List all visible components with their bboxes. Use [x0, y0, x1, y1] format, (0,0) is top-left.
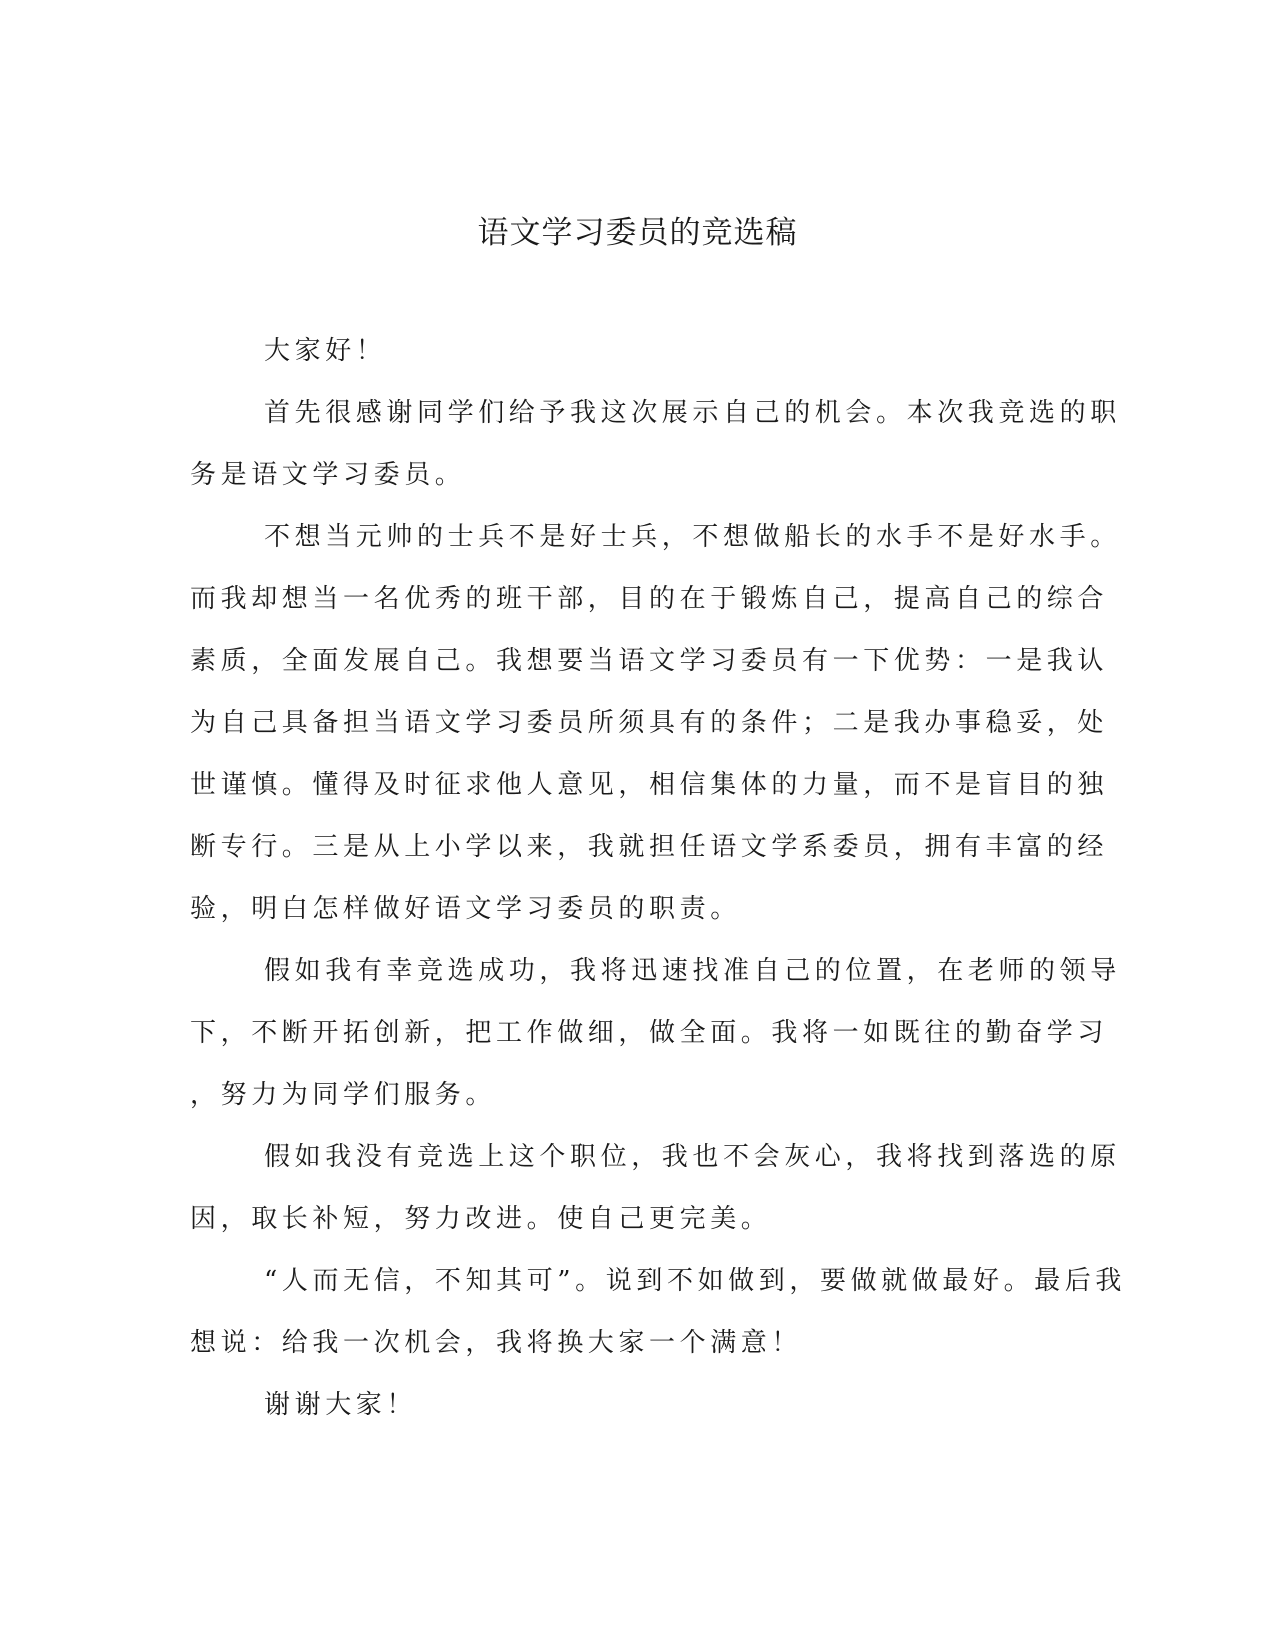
- text-line: 想说：给我一次机会，我将换大家一个满意！: [190, 1328, 803, 1358]
- paragraph-thanks: [190, 1374, 1080, 1436]
- text-line: ，努力为同学们服务。: [190, 1080, 497, 1110]
- text-line: “人而无信，不知其可”。说到不如做到，要做就做最好。最后我: [264, 1266, 1126, 1296]
- text-line: 首先很感谢同学们给予我这次展示自己的机会。本次我竞选的职: [264, 398, 1121, 428]
- text-line: 因，取长补短，努力改进。使自己更完美。: [190, 1204, 772, 1234]
- text-line: 世谨慎。懂得及时征求他人意见，相信集体的力量，而不是盲目的独: [190, 770, 1109, 800]
- paragraph-if-not-elected: [190, 1126, 1121, 1250]
- text-line: 为自己具备担当语文学习委员所须具有的条件；二是我办事稳妥，处: [190, 708, 1109, 738]
- document-body: [190, 320, 1126, 1436]
- paragraph-greeting: [190, 320, 1080, 382]
- page-title: 语文学习委员的竞选稿: [477, 215, 798, 251]
- text-line: 不想当元帅的士兵不是好士兵，不想做船长的水手不是好水手。: [264, 522, 1121, 552]
- paragraph-advantages: [190, 506, 1121, 940]
- text-line: 假如我没有竞选上这个职位，我也不会灰心，我将找到落选的原: [264, 1142, 1121, 1172]
- text-line: 大家好！: [264, 336, 387, 366]
- text-line: 谢谢大家！: [264, 1390, 418, 1420]
- paragraph-closing: [190, 1250, 1126, 1374]
- text-line: 假如我有幸竞选成功，我将迅速找准自己的位置，在老师的领导: [264, 956, 1121, 986]
- text-line: 素质，全面发展自己。我想要当语文学习委员有一下优势：一是我认: [190, 646, 1109, 676]
- text-line: 而我却想当一名优秀的班干部，目的在于锻炼自己，提高自己的综合: [190, 584, 1109, 614]
- text-line: 务是语文学习委员。: [190, 460, 466, 490]
- paragraph-if-elected: [190, 940, 1121, 1126]
- text-line: 下，不断开拓创新，把工作做细，做全面。我将一如既往的勤奋学习: [190, 1018, 1109, 1048]
- paragraph-intro: [190, 382, 1121, 506]
- text-line: 断专行。三是从上小学以来，我就担任语文学系委员，拥有丰富的经: [190, 832, 1109, 862]
- text-line: 验，明白怎样做好语文学习委员的职责。: [190, 894, 741, 924]
